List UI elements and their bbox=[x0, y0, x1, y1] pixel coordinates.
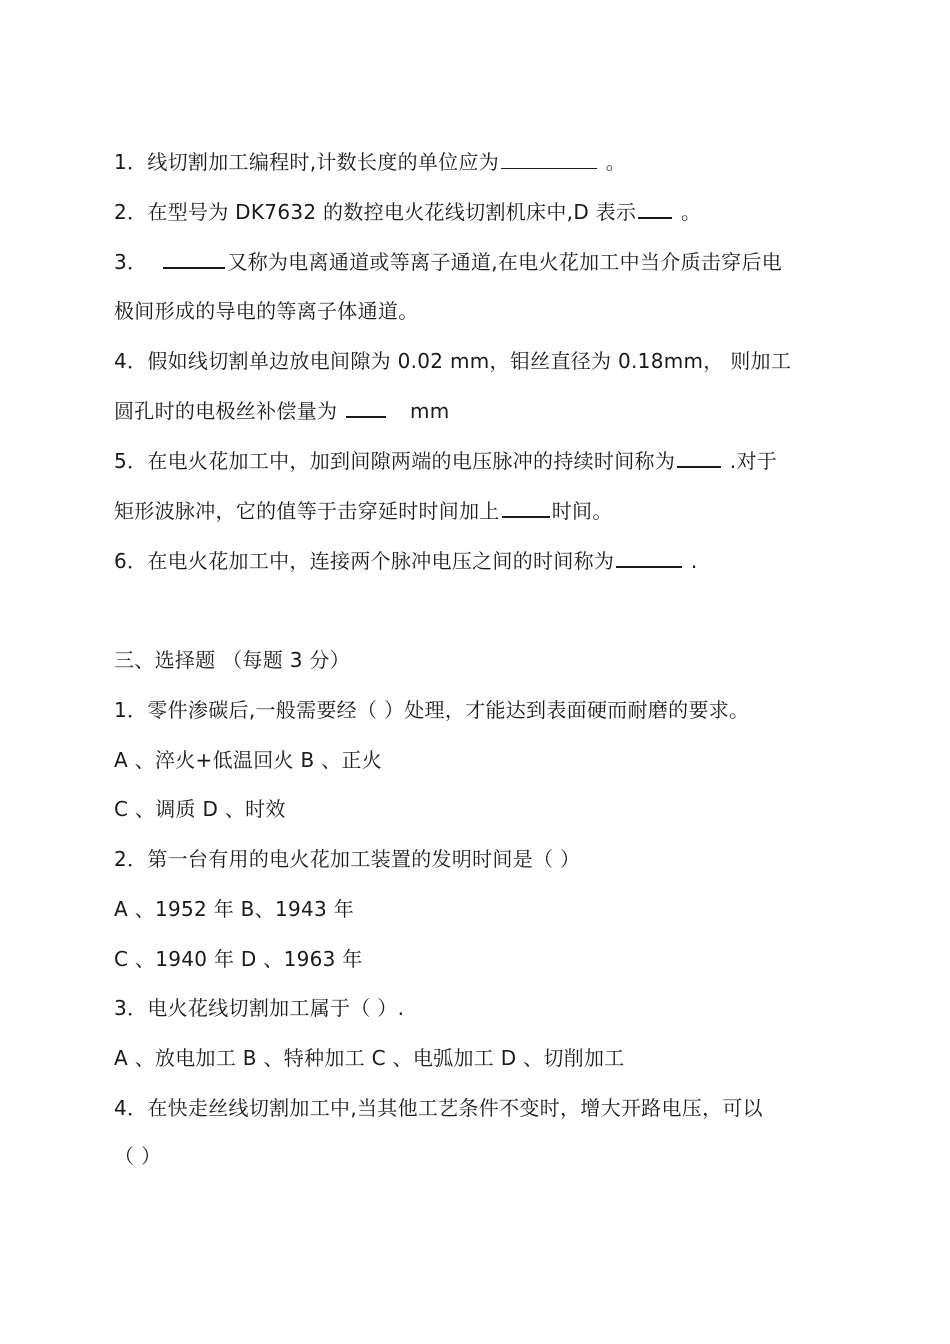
question-tail: 。 bbox=[599, 150, 627, 174]
fill-question-2 bbox=[114, 197, 844, 227]
fill-question-4-continued bbox=[114, 396, 844, 426]
section-title: 三、选择题 （每题 3 分） bbox=[114, 648, 350, 672]
choice-question-4: 4．在快走丝线切割加工中,当其他工艺条件不变时，增大开路电压，可以 bbox=[114, 1096, 763, 1120]
choice-question-2: 2．第一台有用的电火花加工装置的发明时间是（ ） bbox=[114, 847, 581, 871]
question-tail: . bbox=[684, 549, 698, 573]
fill-question-3 bbox=[114, 247, 844, 277]
question-tail: 时间。 bbox=[551, 499, 613, 523]
question-text: 矩形波脉冲，它的值等于击穿延时时间加上 bbox=[114, 499, 500, 523]
question-number: 2． bbox=[114, 200, 148, 224]
answer-blank bbox=[346, 396, 386, 418]
fill-question-3-continued: 极间形成的导电的等离子体通道。 bbox=[114, 299, 419, 323]
choice-question-2-options-ab: A 、1952 年 B、1943 年 bbox=[114, 897, 355, 921]
answer-blank bbox=[502, 496, 550, 518]
answer-blank bbox=[163, 247, 225, 269]
fill-question-6 bbox=[114, 546, 844, 576]
question-text: 在电火花加工中，连接两个脉冲电压之间的时间称为 bbox=[147, 549, 615, 573]
question-text: 在电火花加工中，加到间隙两端的电压脉冲的持续时间称为 bbox=[147, 449, 676, 473]
fill-question-5 bbox=[114, 446, 844, 476]
question-number: 6． bbox=[114, 549, 148, 573]
question-number: 5． bbox=[114, 449, 148, 473]
fill-question-4 bbox=[114, 346, 844, 376]
question-text: 圆孔时的电极丝补偿量为 bbox=[114, 399, 344, 423]
question-text: 又称为电离通道或等离子通道,在电火花加工中当介质击穿后电 bbox=[227, 250, 783, 274]
fill-question-5-continued bbox=[114, 496, 844, 526]
question-text: 在型号为 DK7632 的数控电火花线切割机床中,D 表示 bbox=[147, 200, 637, 224]
question-number: 3． bbox=[114, 250, 148, 274]
choice-question-1-options-ab: A 、淬火+低温回火 B 、正火 bbox=[114, 748, 383, 772]
question-number: 1． bbox=[114, 150, 148, 174]
answer-blank bbox=[616, 546, 682, 568]
choice-question-1: 1．零件渗碳后,一般需要经（ ）处理，才能达到表面硬而耐磨的要求。 bbox=[114, 698, 750, 722]
fill-question-1 bbox=[114, 147, 844, 177]
choice-question-2-options-cd: C 、1940 年 D 、1963 年 bbox=[114, 947, 363, 971]
choice-question-3: 3．电火花线切割加工属于（ ）. bbox=[114, 996, 405, 1020]
question-text: 假如线切割单边放电间隙为 0.02 mm，钼丝直径为 0.18mm， 则加工 bbox=[147, 349, 792, 373]
question-text-mid: .对于 bbox=[723, 449, 778, 473]
answer-blank bbox=[501, 148, 597, 169]
answer-blank bbox=[677, 446, 721, 468]
choice-question-1-options-cd: C 、调质 D 、时效 bbox=[114, 797, 286, 821]
choice-question-3-options: A 、放电加工 B 、特种加工 C 、电弧加工 D 、切削加工 bbox=[114, 1046, 625, 1070]
choice-question-4-continued: （ ） bbox=[114, 1144, 162, 1168]
unit-label: mm bbox=[409, 399, 450, 423]
question-text: 线切割加工编程时,计数长度的单位应为 bbox=[147, 150, 500, 174]
question-tail: 。 bbox=[674, 200, 702, 224]
answer-blank bbox=[638, 197, 672, 219]
question-number: 4． bbox=[114, 349, 148, 373]
